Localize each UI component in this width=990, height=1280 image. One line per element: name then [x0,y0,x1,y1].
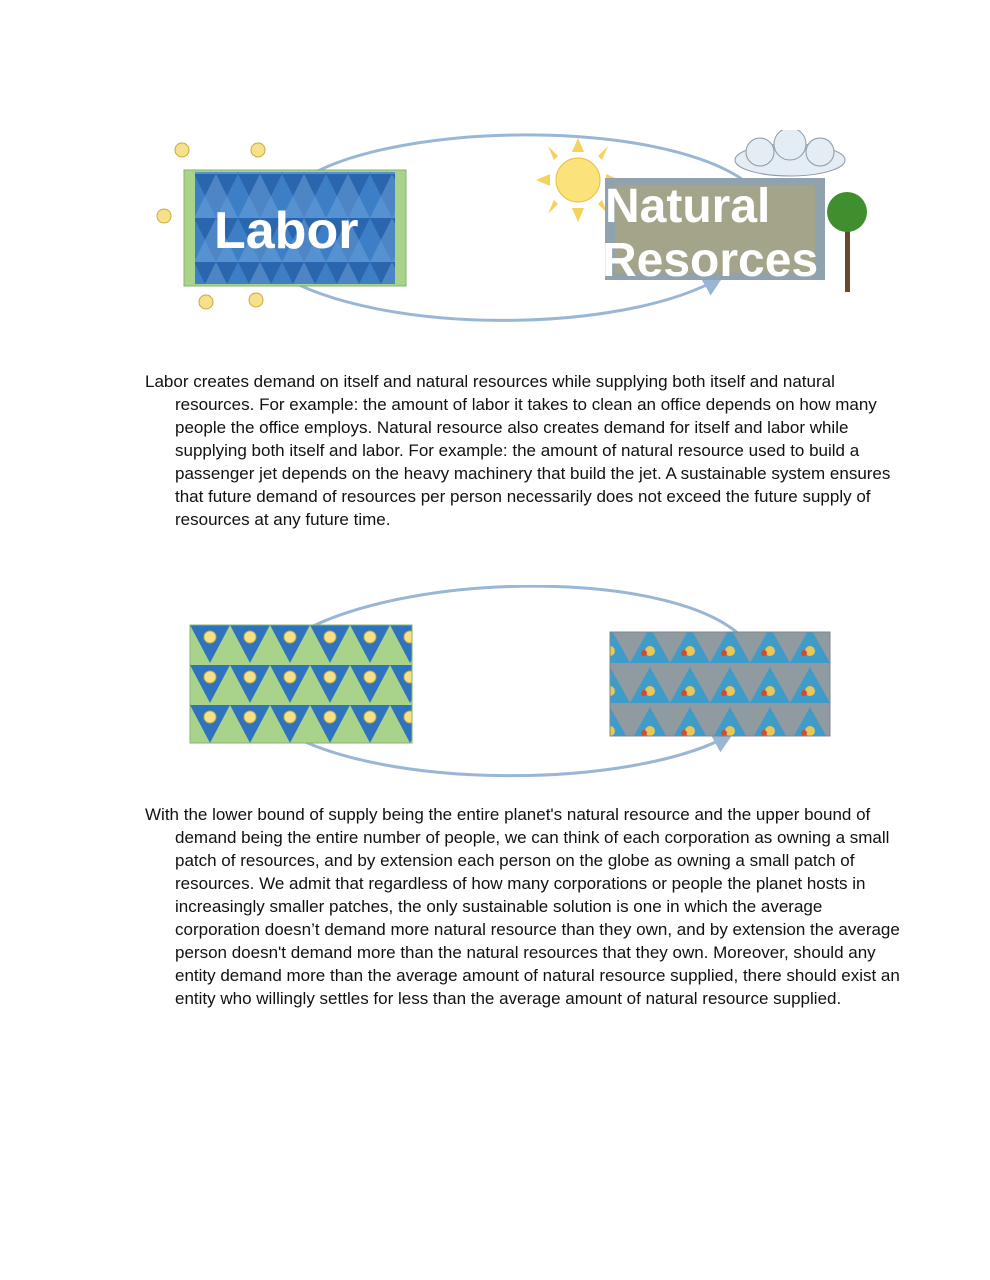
labor-resources-cycle-figure [150,130,880,330]
patch-tessellation-figure [150,585,880,785]
cloud-icon [735,130,845,176]
resource-patches-panel [610,632,830,736]
tree-icon [827,192,867,292]
resources-title-line1: Natural [605,180,771,233]
paragraph-2: With the lower bound of supply being the entire planet's natural resource and the upper bound of demand being the entire number of people, we can think of each corporation as owning a small patch of resources, and by extension each person on the globe as owning a small patch of resources. We admit that regardless of how many corporations or people the planet hosts in increasingly smaller patches, the only sustainable solution is one in which the average corporation doesn’t demand more natural resource than they own, and by extension the average person doesn't demand more than the natural resources that they own. Moreover, should any entity demand more than the average amount of natural resource supplied, there should exist an entity who willingly settles for less than the average amount of natural resource supplied. [145,805,900,1008]
resources-title-line2: Resorces [602,234,819,287]
paragraph-1: Labor creates demand on itself and natural resources while supplying both itself and natural resources. For example: the amount of labor it takes to clean an office depends on how many people the office employs. Natural resource also creates demand for itself and labor while supplying both itself and labor. For example: the amount of natural resource used to build a passenger jet depends on the heavy machinery that build the jet. A sustainable system ensures that future demand of resources per person necessarily does not exceed the future supply of resources at any future time. [145,372,891,529]
labor-patches-panel [190,625,412,743]
labor-title: Labor [214,202,359,260]
